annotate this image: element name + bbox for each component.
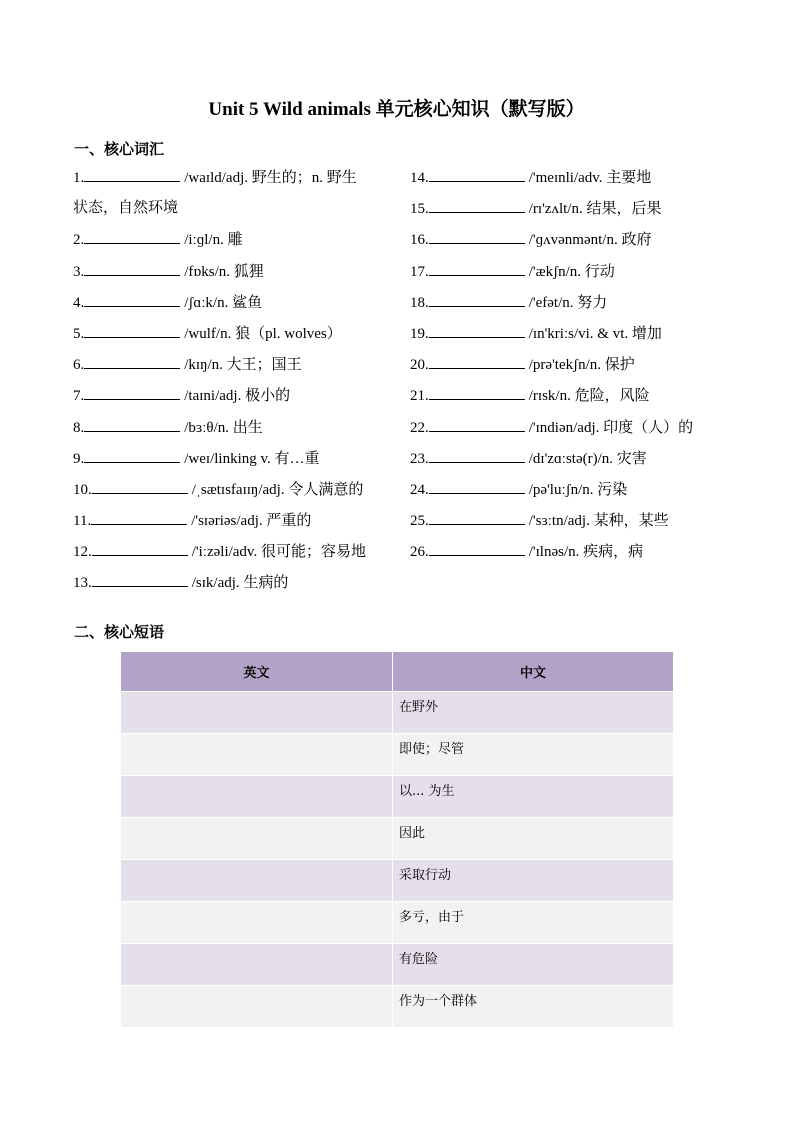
table-row (121, 734, 674, 776)
table-row (121, 776, 674, 818)
answer-blank[interactable] (84, 291, 180, 307)
answer-blank[interactable] (429, 166, 525, 182)
vocab-number: 7. (73, 388, 85, 405)
vocab-item (410, 416, 730, 447)
vocab-definition: /weɪ/linking v. 有…重 (184, 450, 320, 467)
vocab-item (410, 260, 730, 291)
vocab-item (410, 509, 730, 540)
vocab-definition: /sɪk/adj. 生病的 (191, 575, 289, 592)
answer-blank[interactable] (84, 416, 180, 432)
english-answer-cell[interactable] (121, 818, 393, 860)
vocab-item (410, 540, 730, 571)
table-row (121, 902, 674, 944)
english-answer-cell[interactable] (121, 986, 393, 1028)
chinese-cell: 以... 为生 (393, 776, 674, 818)
chinese-cell: 即使；尽管 (393, 734, 674, 776)
vocab-item (73, 509, 393, 540)
vocab-item (410, 197, 730, 228)
vocab-number: 9. (73, 450, 85, 467)
vocab-number: 8. (73, 419, 85, 436)
vocab-definition: /waɪld/adj. 野生的；n. 野生 (184, 170, 357, 186)
answer-blank[interactable] (429, 322, 525, 338)
vocab-definition: /fɒks/n. 狐狸 (184, 263, 264, 280)
answer-blank[interactable] (429, 353, 525, 369)
chinese-cell: 多亏，由于 (393, 902, 674, 944)
answer-blank[interactable] (84, 384, 180, 400)
vocab-number: 17. (410, 263, 429, 280)
vocab-definition: /dɪ'zɑːstə(r)/n. 灾害 (528, 450, 647, 467)
vocab-definition: /ɪn'kriːs/vi. & vt. 增加 (528, 325, 662, 342)
vocab-definition: /ʃɑːk/n. 鲨鱼 (184, 294, 263, 311)
header-english: 英文 (121, 652, 393, 692)
vocab-number: 20. (410, 357, 429, 374)
answer-blank[interactable] (84, 260, 180, 276)
vocab-definition: /taɪni/adj. 极小的 (184, 388, 291, 405)
vocab-item (410, 384, 730, 415)
vocab-definition: /iːɡl/n. 雕 (184, 232, 243, 249)
vocab-definition: /rɪ'zʌlt/n. 结果，后果 (528, 201, 662, 218)
answer-blank[interactable] (84, 228, 180, 244)
vocab-item (410, 353, 730, 384)
vocab-item (410, 228, 730, 259)
vocab-number: 3. (73, 263, 85, 280)
vocab-section-heading: 一、核心词汇 (74, 140, 165, 158)
vocab-item (73, 166, 393, 197)
vocab-number: 10. (73, 481, 92, 498)
english-answer-cell[interactable] (121, 734, 393, 776)
answer-blank[interactable] (92, 571, 188, 587)
vocab-number: 25. (410, 513, 429, 530)
answer-blank[interactable] (429, 291, 525, 307)
vocab-number: 2. (73, 232, 85, 249)
table-row (121, 818, 674, 860)
answer-blank[interactable] (429, 447, 525, 463)
vocab-definition: /'ækʃn/n. 行动 (528, 263, 615, 280)
vocab-item (410, 166, 730, 197)
vocab-number: 21. (410, 388, 429, 405)
vocab-definition: /'iːzəli/adv. 很可能；容易地 (191, 544, 366, 561)
vocab-item (73, 322, 393, 353)
answer-blank[interactable] (429, 384, 525, 400)
vocab-number: 15. (410, 201, 429, 218)
vocab-definition: /kɪŋ/n. 大王；国王 (184, 357, 302, 374)
vocab-definition: /'meɪnli/adv. 主要地 (528, 170, 652, 186)
vocab-item (73, 228, 393, 259)
vocab-number: 16. (410, 232, 429, 249)
vocab-number: 18. (410, 294, 429, 311)
table-row (121, 944, 674, 986)
answer-blank[interactable] (429, 228, 525, 244)
vocab-number: 1. (73, 170, 85, 186)
table-row (121, 986, 674, 1028)
vocab-number: 5. (73, 325, 85, 342)
english-answer-cell[interactable] (121, 692, 393, 734)
vocab-number: 26. (410, 544, 429, 561)
answer-blank[interactable] (429, 197, 525, 213)
page-title: Unit 5 Wild animals 单元核心知识（默写版） (208, 99, 585, 120)
answer-blank[interactable] (91, 509, 187, 525)
answer-blank[interactable] (429, 478, 525, 494)
answer-blank[interactable] (429, 416, 525, 432)
vocab-number: 11. (73, 513, 92, 530)
vocab-column-left (73, 166, 393, 603)
vocab-definition: /pə'luːʃn/n. 污染 (528, 481, 628, 498)
phrase-table (120, 651, 674, 1028)
header-chinese: 中文 (393, 652, 674, 692)
vocab-item (410, 322, 730, 353)
vocab-item-continuation (73, 197, 393, 228)
vocab-definition: /prə'tekʃn/n. 保护 (528, 357, 635, 374)
table-header-row (121, 652, 674, 692)
english-answer-cell[interactable] (121, 944, 393, 986)
vocab-definition: /'sɜːtn/adj. 某种，某些 (528, 513, 669, 530)
vocab-number: 6. (73, 357, 85, 374)
english-answer-cell[interactable] (121, 902, 393, 944)
vocab-number: 22. (410, 419, 429, 436)
vocab-number: 14. (410, 170, 429, 186)
answer-blank[interactable] (429, 260, 525, 276)
answer-blank[interactable] (92, 478, 188, 494)
vocab-item (73, 291, 393, 322)
vocab-definition: /'ɪlnəs/n. 疾病，病 (528, 544, 644, 561)
vocab-item (410, 291, 730, 322)
vocab-definition: /'ɡʌvənmənt/n. 政府 (528, 232, 652, 249)
chinese-cell: 因此 (393, 818, 674, 860)
vocab-item (73, 447, 393, 478)
answer-blank[interactable] (84, 166, 180, 182)
chinese-cell: 作为一个群体 (393, 986, 674, 1028)
answer-blank[interactable] (84, 447, 180, 463)
vocab-definition: /wulf/n. 狼（pl. wolves） (184, 325, 342, 342)
vocab-definition: 状态，自然环境 (73, 200, 179, 217)
table-row (121, 692, 674, 734)
vocab-definition: /ˌsætɪsfaɪɪŋ/adj. 令人满意的 (191, 481, 364, 498)
vocab-number: 13. (73, 575, 92, 592)
vocab-item (73, 540, 393, 571)
answer-blank[interactable] (92, 540, 188, 556)
table-row (121, 860, 674, 902)
vocab-definition: /'efət/n. 努力 (528, 294, 608, 311)
answer-blank[interactable] (84, 322, 180, 338)
vocab-column-right (410, 166, 730, 571)
english-answer-cell[interactable] (121, 776, 393, 818)
vocab-number: 23. (410, 450, 429, 467)
vocab-number: 4. (73, 294, 85, 311)
answer-blank[interactable] (429, 540, 525, 556)
vocab-item (73, 384, 393, 415)
vocab-item (410, 447, 730, 478)
phrase-section-heading: 二、核心短语 (74, 623, 165, 641)
vocab-number: 19. (410, 325, 429, 342)
chinese-cell: 有危险 (393, 944, 674, 986)
vocab-item (73, 571, 393, 602)
answer-blank[interactable] (429, 509, 525, 525)
vocab-item (73, 260, 393, 291)
vocab-definition: /'sɪəriəs/adj. 严重的 (191, 513, 312, 530)
chinese-cell: 采取行动 (393, 860, 674, 902)
vocab-item (73, 478, 393, 509)
vocab-definition: /'ɪndiən/adj. 印度（人）的 (528, 419, 694, 436)
vocab-definition: /bɜːθ/n. 出生 (184, 419, 263, 436)
vocab-item (73, 416, 393, 447)
vocab-number: 24. (410, 481, 429, 498)
chinese-cell: 在野外 (393, 692, 674, 734)
vocab-number: 12. (73, 544, 92, 561)
english-answer-cell[interactable] (121, 860, 393, 902)
answer-blank[interactable] (84, 353, 180, 369)
vocab-definition: /rɪsk/n. 危险，风险 (528, 388, 650, 405)
vocab-item (410, 478, 730, 509)
vocab-item (73, 353, 393, 384)
